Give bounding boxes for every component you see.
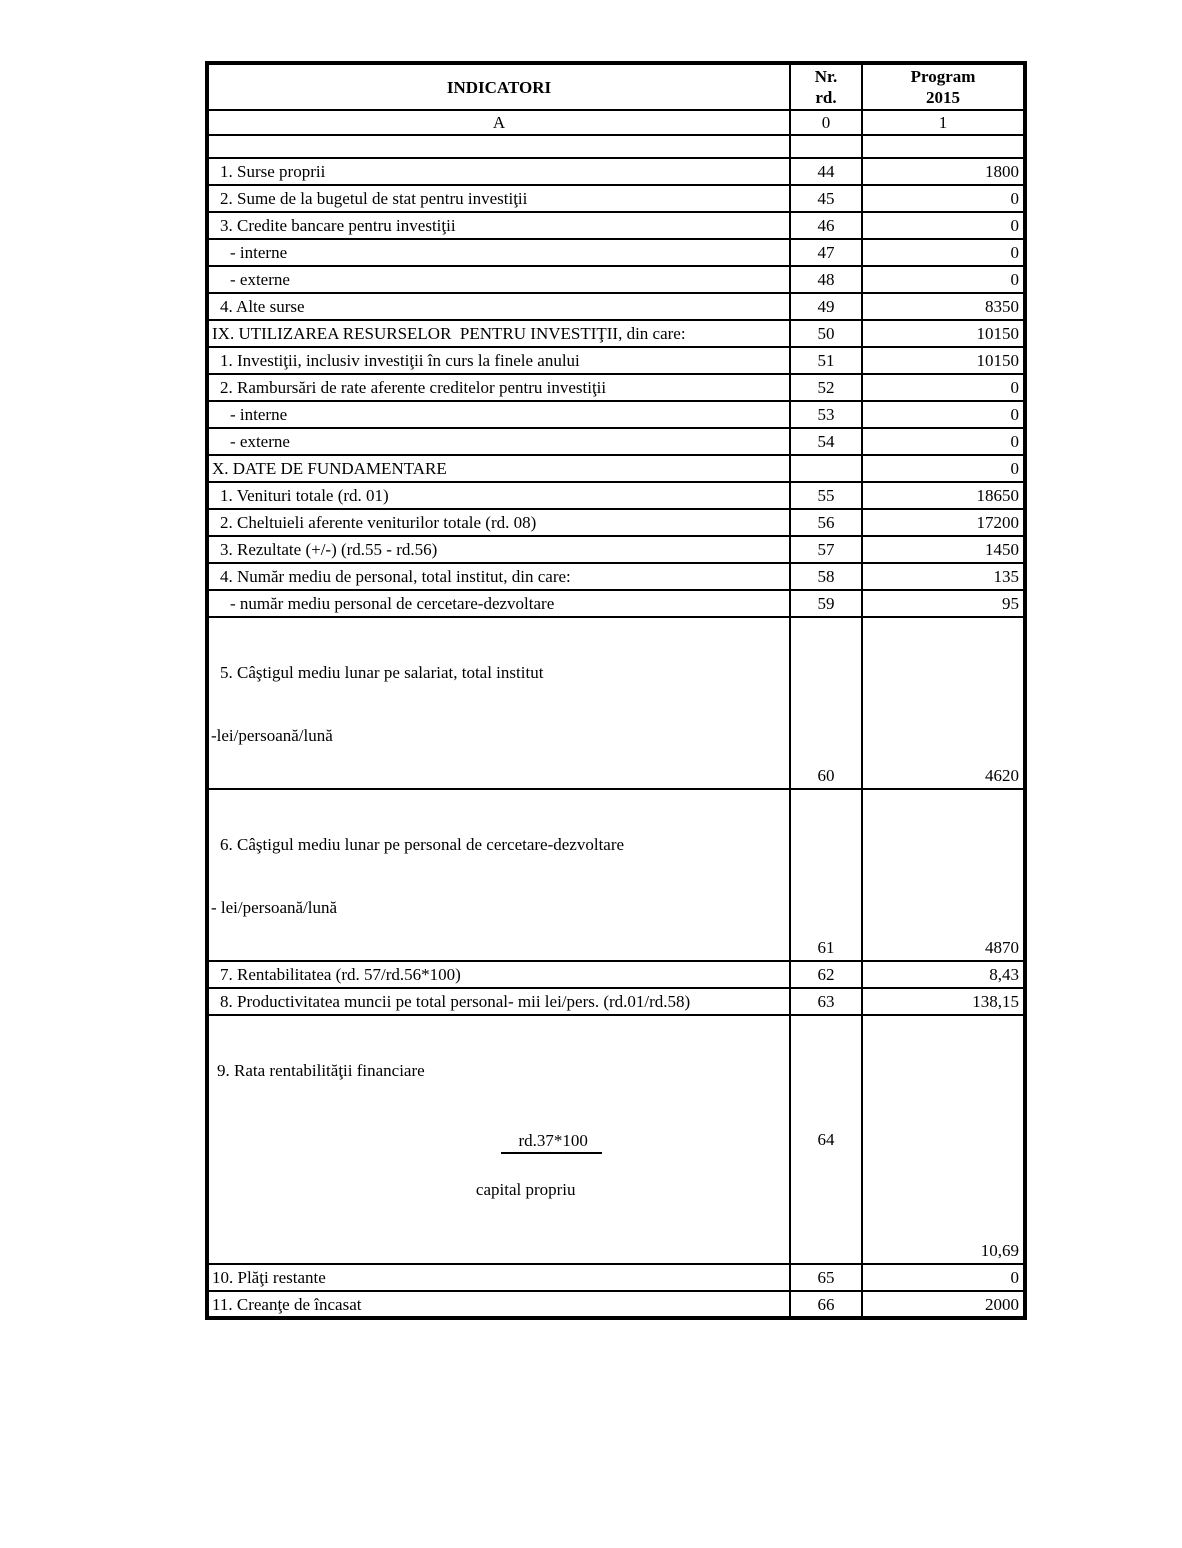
table-row <box>207 401 1025 428</box>
program-value: 138,15 <box>862 988 1025 1015</box>
row-number: 50 <box>790 320 862 347</box>
row-number: 59 <box>790 590 862 617</box>
indicator-label: - număr mediu personal de cercetare-dezvoltare <box>207 590 790 617</box>
program-value: 4620 <box>862 617 1025 789</box>
table-row <box>207 1291 1025 1318</box>
row-number: 65 <box>790 1264 862 1291</box>
program-value: 10150 <box>862 347 1025 374</box>
indicator-label: IX. UTILIZAREA RESURSELOR PENTRU INVESTIŢII, din care: <box>207 320 790 347</box>
program-value: 0 <box>862 266 1025 293</box>
table-row <box>207 961 1025 988</box>
row-number: 55 <box>790 482 862 509</box>
indicators-table <box>205 61 1027 1320</box>
header-indicators: INDICATORI <box>207 63 790 110</box>
indicator-label: 8. Productivitatea muncii pe total personal- mii lei/pers. (rd.01/rd.58) <box>207 988 790 1015</box>
indicator-label-line2: - lei/persoană/lună <box>211 898 338 917</box>
row-number: 62 <box>790 961 862 988</box>
table-row <box>207 590 1025 617</box>
program-value: 2000 <box>862 1291 1025 1318</box>
row-number: 47 <box>790 239 862 266</box>
program-value: 10150 <box>862 320 1025 347</box>
program-value: 1800 <box>862 158 1025 185</box>
row-number: 46 <box>790 212 862 239</box>
row-number: 63 <box>790 988 862 1015</box>
table-row <box>207 347 1025 374</box>
indicator-label: 2. Sume de la bugetul de stat pentru investiţii <box>207 185 790 212</box>
row-number: 66 <box>790 1291 862 1318</box>
program-value: 0 <box>862 185 1025 212</box>
row-number: 48 <box>790 266 862 293</box>
table-row <box>207 212 1025 239</box>
indicator-label: 2. Rambursări de rate aferente creditelor pentru investiţii <box>207 374 790 401</box>
column-key-a: A <box>207 110 790 135</box>
program-value: 0 <box>862 212 1025 239</box>
indicator-label: - interne <box>207 239 790 266</box>
table-row-section <box>207 320 1025 347</box>
header-program-line2: 2015 <box>926 88 960 107</box>
column-key-0: 0 <box>790 110 862 135</box>
program-value: 0 <box>862 239 1025 266</box>
indicator-label: 1. Investiţii, inclusiv investiţii în curs la finele anului <box>207 347 790 374</box>
empty-cell <box>207 135 790 158</box>
indicator-label: 1. Venituri totale (rd. 01) <box>207 482 790 509</box>
indicator-label <box>207 789 790 961</box>
formula-fraction <box>450 1109 602 1242</box>
table-row <box>207 239 1025 266</box>
row-number: 49 <box>790 293 862 320</box>
table-row <box>207 266 1025 293</box>
table-row-twoline <box>207 789 1025 961</box>
empty-cell <box>862 135 1025 158</box>
table-row <box>207 536 1025 563</box>
row-number: 58 <box>790 563 862 590</box>
indicator-label: 11. Creanţe de încasat <box>207 1291 790 1318</box>
row-number: 52 <box>790 374 862 401</box>
fraction-numerator: rd.37*100 <box>501 1130 602 1154</box>
program-value: 95 <box>862 590 1025 617</box>
empty-cell <box>790 135 862 158</box>
table-row <box>207 509 1025 536</box>
indicator-label: - externe <box>207 266 790 293</box>
row-number: 60 <box>790 617 862 789</box>
program-value: 0 <box>862 428 1025 455</box>
program-value: 0 <box>862 374 1025 401</box>
program-value: 18650 <box>862 482 1025 509</box>
table-row <box>207 158 1025 185</box>
table-header-row <box>207 63 1025 110</box>
table-row-section <box>207 455 1025 482</box>
row-number: 51 <box>790 347 862 374</box>
indicator-label: - interne <box>207 401 790 428</box>
table-row <box>207 988 1025 1015</box>
indicator-label: 3. Credite bancare pentru investiţii <box>207 212 790 239</box>
indicator-label: 3. Rezultate (+/-) (rd.55 - rd.56) <box>207 536 790 563</box>
table-row <box>207 293 1025 320</box>
program-value: 8350 <box>862 293 1025 320</box>
indicator-label: 4. Număr mediu de personal, total institut, din care: <box>207 563 790 590</box>
program-value: 0 <box>862 1264 1025 1291</box>
row-number <box>790 455 862 482</box>
table-row <box>207 185 1025 212</box>
row-number: 57 <box>790 536 862 563</box>
table-row <box>207 428 1025 455</box>
row-number: 61 <box>790 789 862 961</box>
table-row-formula <box>207 1015 1025 1264</box>
program-value: 0 <box>862 455 1025 482</box>
header-program <box>862 63 1025 110</box>
indicator-label-line1: 6. Câştigul mediu lunar pe personal de cercetare-dezvoltare <box>220 835 625 854</box>
column-key-row <box>207 110 1025 135</box>
indicator-label <box>207 617 790 789</box>
program-value: 17200 <box>862 509 1025 536</box>
row-number: 45 <box>790 185 862 212</box>
indicator-label-line2: -lei/persoană/lună <box>211 726 333 745</box>
indicator-label: - externe <box>207 428 790 455</box>
row-number: 64 <box>790 1015 862 1264</box>
header-nr-line1: Nr. <box>814 67 838 86</box>
indicator-label-line1: 9. Rata rentabilităţii financiare <box>217 1061 425 1080</box>
indicator-label: 7. Rentabilitatea (rd. 57/rd.56*100) <box>207 961 790 988</box>
table-row-twoline <box>207 617 1025 789</box>
table-row <box>207 374 1025 401</box>
row-number: 53 <box>790 401 862 428</box>
indicator-label-line1: 5. Câştigul mediu lunar pe salariat, total institut <box>220 663 544 682</box>
header-nr-line2: rd. <box>815 88 837 107</box>
indicator-label: 4. Alte surse <box>207 293 790 320</box>
program-value: 10,69 <box>862 1015 1025 1264</box>
spacer-row <box>207 135 1025 158</box>
indicator-label: 10. Plăţi restante <box>207 1264 790 1291</box>
program-value: 1450 <box>862 536 1025 563</box>
header-nr-rd <box>790 63 862 110</box>
header-program-line1: Program <box>910 67 976 86</box>
table-row <box>207 563 1025 590</box>
indicator-label: 1. Surse proprii <box>207 158 790 185</box>
column-key-1: 1 <box>862 110 1025 135</box>
program-value: 0 <box>862 401 1025 428</box>
program-value: 8,43 <box>862 961 1025 988</box>
indicator-label: X. DATE DE FUNDAMENTARE <box>207 455 790 482</box>
row-number: 56 <box>790 509 862 536</box>
row-number: 44 <box>790 158 862 185</box>
fraction-denominator: capital propriu <box>475 1180 576 1199</box>
indicator-label: 2. Cheltuieli aferente veniturilor totale (rd. 08) <box>207 509 790 536</box>
row-number: 54 <box>790 428 862 455</box>
table-row <box>207 1264 1025 1291</box>
table-row <box>207 482 1025 509</box>
program-value: 4870 <box>862 789 1025 961</box>
indicator-label <box>207 1015 790 1264</box>
program-value: 135 <box>862 563 1025 590</box>
